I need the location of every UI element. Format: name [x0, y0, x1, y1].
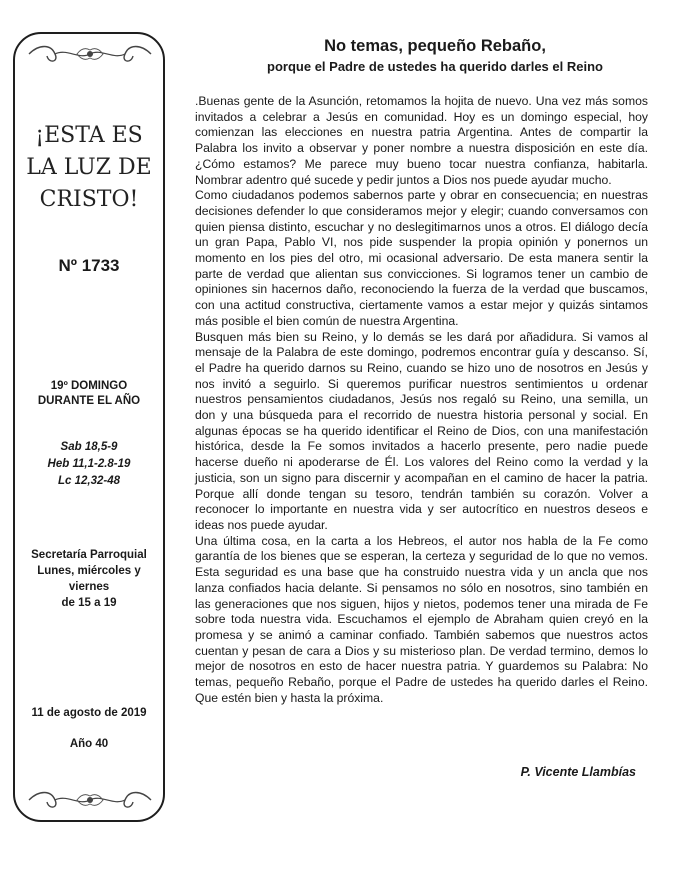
- sunday-line-1: 19º DOMINGO: [50, 380, 128, 392]
- readings-list: [15, 439, 163, 490]
- headline-line-2: LA LUZ DE: [26, 155, 152, 180]
- scroll-ornament-bottom: [25, 788, 155, 812]
- issue-year: Año 40: [69, 738, 109, 750]
- sidebar-panel: [13, 32, 165, 822]
- reading-item: Lc 12,32-48: [57, 475, 120, 487]
- article-title: No temas, pequeño Rebaño,: [324, 37, 546, 55]
- scroll-ornament-top: [25, 42, 155, 66]
- article-body: [195, 94, 648, 706]
- reading-item: Heb 11,1-2.8-19: [47, 458, 131, 470]
- article-paragraph: Busquen más bien su Reino, y lo demás se les dará por añadidura. Si vamos al mensaje de la Palabra de este domingo, podremos encontrar guía y descanso. Sí, el Padre ha querido darnos su Reino, cuando se hizo uno de nosotros en Jesús y nos invitó a seguirlo. Si queremos purificar nuestros sentimientos u ordenar nuestros pensamientos ciudadanos, Jesús nos regaló su Reino, una semilla, un don y una búsqueda para el recorrido de nuestra historia personal y social. En algunas épocas se ha querido identificar el Reino de Dios, con una manifestación histórica, desde la Fe somos invitados a hacerlo presente, pero nadie puede hacerse dueño ni apoderarse de Él. Los valores del Reino como la verdad y la justicia, son un signo para discernir y acompañan en el camino de hacer la patria. Porque allí donde tengan su tesoro, tendrán también su corazón. Volver a reconocer lo importante en nuestra vida y ser autocrítico en nuestros deseos e ideas nos puede ayudar.: [195, 329, 648, 532]
- issue-number: Nº 1733: [58, 256, 120, 275]
- office-line: Lunes, miércoles y: [37, 565, 141, 577]
- liturgical-sunday: [15, 379, 163, 409]
- author-signature: P. Vicente Llambías: [520, 765, 636, 779]
- office-line: Secretaría Parroquial: [31, 549, 147, 561]
- article-paragraph: Una última cosa, en la carta a los Hebreos, el autor nos habla de la Fe como garantía de los bienes que se esperan, la certeza y seguridad de lo que no vemos. Esta seguridad es una base que ha construido nuestra vida y un ancla que nos lanza confiados hacia delante. Si pensamos no sólo en nosotros, sino también en las generaciones que nos siguen, hijos y nietos, podemos tener una mirada de Fe sobre toda nuestra vida. Escuchamos el ejemplo de Abraham quien creyó en la promesa y se animó a caminar confiado. También sabemos que nuestros actos cuentan y pesan de cara a Dios y su misterioso plan. De verdad termino, demos lo mejor de nosotros en esto de hacer nuestra patria. Y guardemos su Palabra: No temas, pequeño Rebaño, porque el Padre de ustedes ha querido darles el Reino. Que estén bien y hasta la próxima.: [195, 533, 648, 705]
- sidebar-headline: [15, 120, 163, 216]
- headline-line-1: ¡ESTA ES: [35, 123, 143, 148]
- article-subtitle: porque el Padre de ustedes ha querido darles el Reino: [267, 59, 603, 74]
- sunday-line-2: DURANTE EL AÑO: [37, 395, 141, 407]
- article-paragraph: Como ciudadanos podemos sabernos parte y obrar en consecuencia; en nuestras decisiones defender lo que consideramos mejor y elegir; cuando conversamos con quien piensa distinto, escuchar y no deslegitimarnos unos a otros. El diálogo decía un gran Papa, Pablo VI, nos pide suspender la propia opinión y ponernos un momento en los pies del otro, mi ocasional adversario. De esta manera sentir la parte de verdad que alientan sus convicciones. Si logramos tener un cambio de opiniones sin hacernos daño, reconociendo la fuerza de la verdad que buscamos, con una actitud constructiva, ciertamente vamos a estar mejor y quizás sintamos más posible el bien común de nuestra Argentina.: [195, 188, 648, 328]
- issue-date: 11 de agosto de 2019: [31, 707, 147, 719]
- headline-line-3: CRISTO!: [39, 187, 139, 212]
- article-paragraph: .Buenas gente de la Asunción, retomamos la hojita de nuevo. Una vez más somos invitados a celebrar a Jesús en comunidad. Hoy es un domingo especial, hoy comienzan las elecciones en nuestra patria Argentina. Antes de compartir la Palabra los invito a observar y poner nombre a nuestra disposición en este día. ¿Cómo estamos? Me parece muy bueno tocar nuestra confianza, habitarla. Nombrar adentro qué sucede y pedir juntos a Dios nos puede ayudar mucho.: [195, 94, 648, 187]
- office-hours: [15, 547, 163, 611]
- office-line: de 15 a 19: [61, 597, 117, 609]
- reading-item: Sab 18,5-9: [60, 441, 118, 453]
- office-line: viernes: [68, 581, 110, 593]
